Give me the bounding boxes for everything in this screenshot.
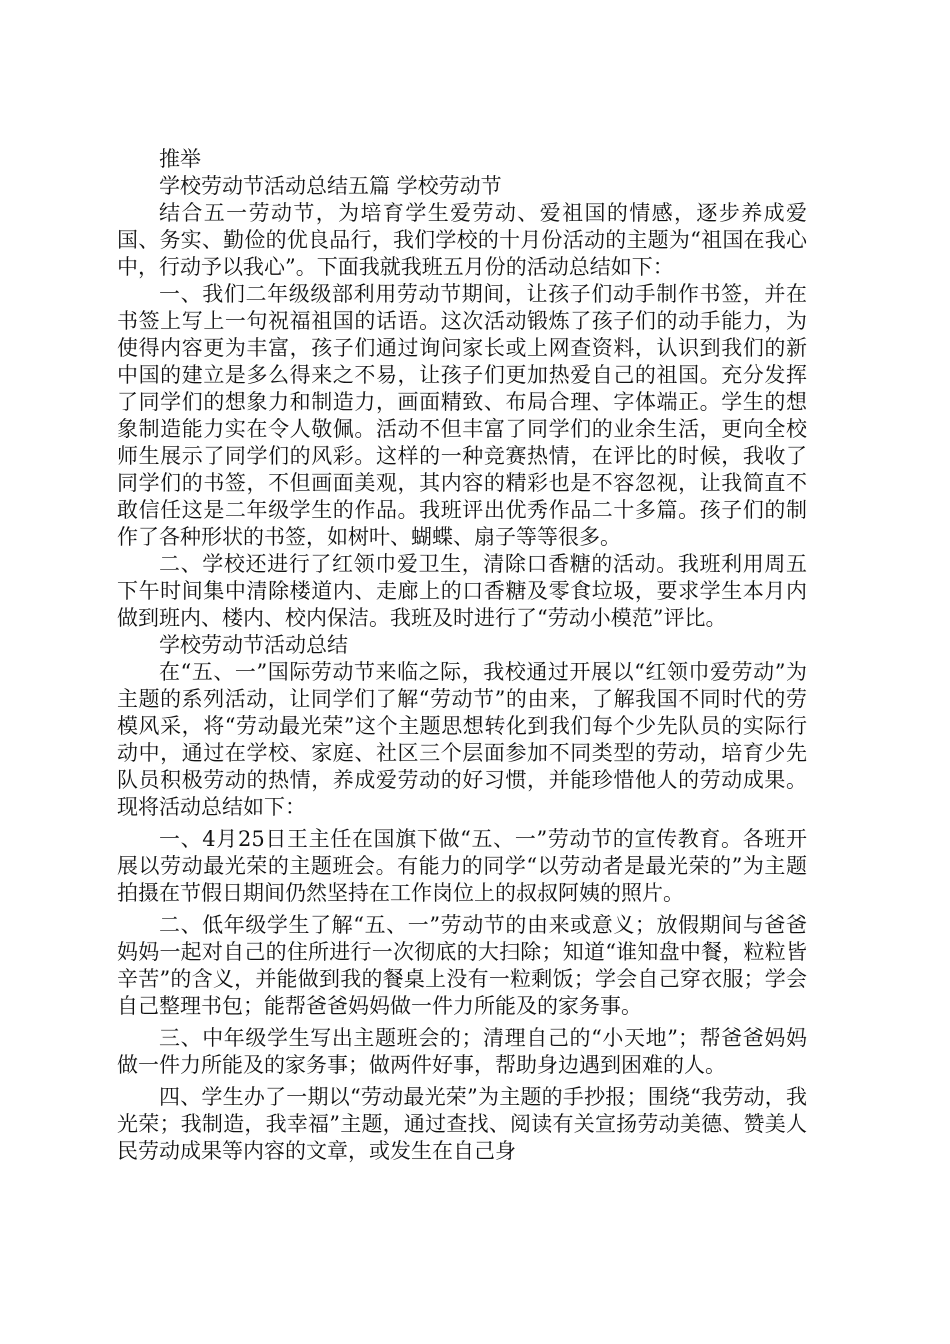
paragraph-point-2: 二、低年级学生了解“五、一”劳动节的由来或意义；放假期间与爸爸妈妈一起对自己的住所进行一次彻底的大扫除；知道“谁知盘中餐，粒粒皆辛苦”的含义，并能做到我的餐桌上没有一粒剩饭；学会自己穿衣服；学会自己整理书包；能帮爸爸妈妈做一件力所能及的家务事。 xyxy=(117,913,807,1018)
intro-paragraph: 结合五一劳动节，为培育学生爱劳动、爱祖国的情感，逐步养成爱国、务实、勤俭的优良品行，我们学校的十月份活动的主题为“祖国在我心中，行动予以我心”。下面我就我班五月份的活动总结如下： xyxy=(117,201,807,279)
recommend-label: 推举 xyxy=(159,147,201,171)
section-heading: 学校劳动节活动总结 xyxy=(159,633,348,657)
document-body xyxy=(117,146,807,1165)
paragraph-point-3: 三、中年级学生写出主题班会的；清理自己的“小天地”；帮爸爸妈妈做一件力所能及的家务事；做两件好事，帮助身边遇到困难的人。 xyxy=(117,1026,807,1077)
paragraph-point-1: 一、4月25日王主任在国旗下做“五、一”劳动节的宣传教育。各班开展以劳动最光荣的主题班会。有能力的同学“以劳动者是最光荣的”为主题拍摄在节假日期间仍然坚持在工作岗位上的叔叔阿姨的照片。 xyxy=(117,827,807,905)
paragraph-bookmark-activity: 一、我们二年级级部利用劳动节期间，让孩子们动手制作书签，并在书签上写上一句祝福祖国的话语。这次活动锻炼了孩子们的动手能力，为使得内容更为丰富，孩子们通过询问家长或上网查资料，认识到我们的新中国的建立是多么得来之不易，让孩子们更加热爱自己的祖国。充分发挥了同学们的想象力和制造力，画面精致、布局合理、字体端正。学生的想象制造能力实在令人敬佩。活动不但丰富了同学们的业余生活，更向全校师生展示了同学们的风彩。这样的一种竞赛热情，在评比的时候，我收了同学们的书签，不但画面美观，其内容的精彩也是不容忽视，让我简直不敢信任这是二年级学生的作品。我班评出优秀作品二十多篇。孩子们的制作了各种形状的书签，如树叶、蝴蝶、扇子等等很多。 xyxy=(117,282,807,549)
document-title: 学校劳动节活动总结五篇 学校劳动节 xyxy=(159,174,502,198)
paragraph-gum-cleanup: 二、学校还进行了红领巾爱卫生，清除口香糖的活动。我班利用周五下午时间集中清除楼道内、走廊上的口香糖及零食垃圾，要求学生本月内做到班内、楼内、校内保洁。我班及时进行了“劳动小模范”评比。 xyxy=(117,552,807,630)
paragraph-section-intro: 在“五、一”国际劳动节来临之际，我校通过开展以“红领巾爱劳动”为主题的系列活动，让同学们了解“劳动节”的由来，了解我国不同时代的劳模风采，将“劳动最光荣”这个主题思想转化到我们每个少先队员的实际行动中，通过在学校、家庭、社区三个层面参加不同类型的劳动，培育少先队员积极劳动的热情，养成爱劳动的好习惯，并能珍惜他人的劳动成果。现将活动总结如下： xyxy=(117,660,807,819)
paragraph-point-4: 四、学生办了一期以“劳动最光荣”为主题的手抄报；围绕“我劳动，我光荣；我制造，我幸福”主题，通过查找、阅读有关宣扬劳动美德、赞美人民劳动成果等内容的文章，或发生在自己身 xyxy=(117,1085,807,1163)
